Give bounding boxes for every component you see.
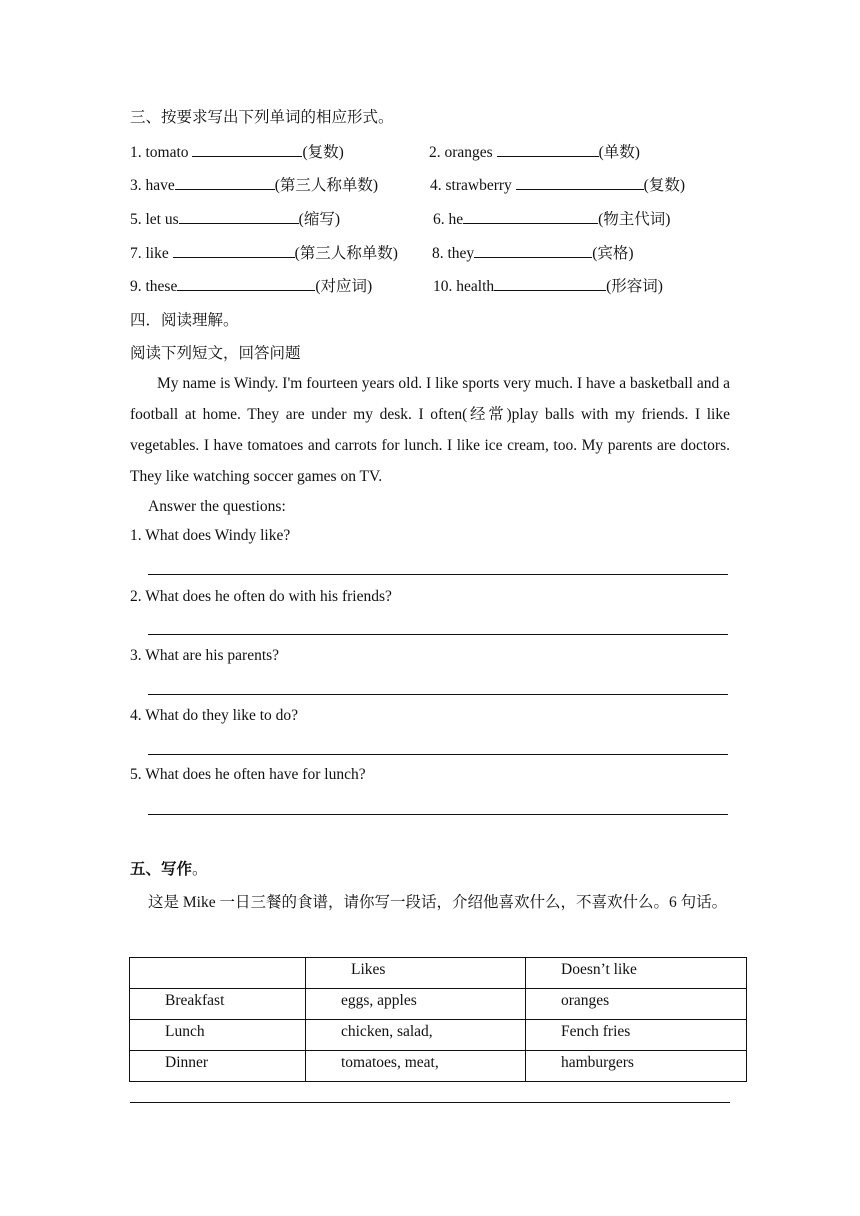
- word-item-9: 9. these (对应词): [130, 278, 373, 295]
- section5-title: 五、写作。: [130, 861, 208, 878]
- menu-table: [129, 957, 747, 1082]
- answer-blank[interactable]: [179, 209, 299, 224]
- word-item-10: 10. health (形容词): [433, 278, 663, 295]
- word-item-3: 3. have (第三人称单数): [130, 177, 379, 194]
- table-cell: Dinner: [130, 1051, 306, 1082]
- table-cell: chicken, salad,: [306, 1020, 526, 1051]
- question-3: 3. What are his parents?: [130, 647, 280, 664]
- answer-blank[interactable]: [494, 276, 606, 291]
- answer-prompt: Answer the questions:: [148, 498, 286, 515]
- answer-blank[interactable]: [175, 175, 275, 190]
- question-4: 4. What do they like to do?: [130, 707, 299, 724]
- question-5: 5. What does he often have for lunch?: [130, 766, 366, 783]
- answer-blank[interactable]: [497, 142, 599, 157]
- word-item-6: 6. he (物主代词): [433, 211, 671, 228]
- word-item-5: 5. let us (缩写): [130, 211, 340, 228]
- reading-passage: My name is Windy. I'm fourteen years old. I like sports very much. I have a basketball and a football at home. They are under my desk. I often(经常)play balls with my friends. I like vegetables. I have tomatoes and carrots for lunch. I like ice cream, too. My parents are doctors. They like watching soccer games on TV.: [130, 375, 730, 485]
- table-header-cell: [130, 958, 306, 989]
- answer-line-1[interactable]: [148, 574, 728, 575]
- table-cell: Lunch: [130, 1020, 306, 1051]
- answer-blank[interactable]: [463, 209, 598, 224]
- table-cell: tomatoes, meat,: [306, 1051, 526, 1082]
- table-header-cell: Likes: [306, 958, 526, 989]
- table-row: [130, 989, 747, 1020]
- question-2: 2. What does he often do with his friends?: [130, 588, 392, 605]
- word-item-2: 2. oranges (单数): [429, 144, 640, 161]
- table-cell: hamburgers: [526, 1051, 747, 1082]
- word-item-1: 1. tomato (复数): [130, 144, 344, 161]
- answer-blank[interactable]: [474, 243, 592, 258]
- answer-blank[interactable]: [173, 243, 295, 258]
- section3-title: 三、按要求写出下列单词的相应形式。: [130, 109, 394, 126]
- answer-line-3[interactable]: [148, 694, 728, 695]
- answer-blank[interactable]: [177, 276, 315, 291]
- word-item-8: 8. they (宾格): [432, 245, 634, 262]
- answer-line-4[interactable]: [148, 754, 728, 755]
- answer-blank[interactable]: [516, 175, 644, 190]
- table-header-row: [130, 958, 747, 989]
- word-item-7: 7. like (第三人称单数): [130, 245, 398, 262]
- table-row: [130, 1051, 747, 1082]
- question-1: 1. What does Windy like?: [130, 527, 291, 544]
- word-item-4: 4. strawberry (复数): [430, 177, 685, 194]
- writing-answer-line[interactable]: [130, 1102, 730, 1103]
- table-cell: oranges: [526, 989, 747, 1020]
- answer-blank[interactable]: [192, 142, 302, 157]
- table-cell: Fench fries: [526, 1020, 747, 1051]
- answer-line-5[interactable]: [148, 814, 728, 815]
- table-cell: eggs, apples: [306, 989, 526, 1020]
- section4-instruction: 阅读下列短文，回答问题: [130, 345, 301, 362]
- section4-title: 四．阅读理解。: [130, 312, 239, 329]
- writing-prompt: 这是 Mike 一日三餐的食谱，请你写一段话，介绍他喜欢什么，不喜欢什么。6 句话。: [148, 894, 728, 911]
- table-row: [130, 1020, 747, 1051]
- table-header-cell: Doesn’t like: [526, 958, 747, 989]
- answer-line-2[interactable]: [148, 634, 728, 635]
- table-cell: Breakfast: [130, 989, 306, 1020]
